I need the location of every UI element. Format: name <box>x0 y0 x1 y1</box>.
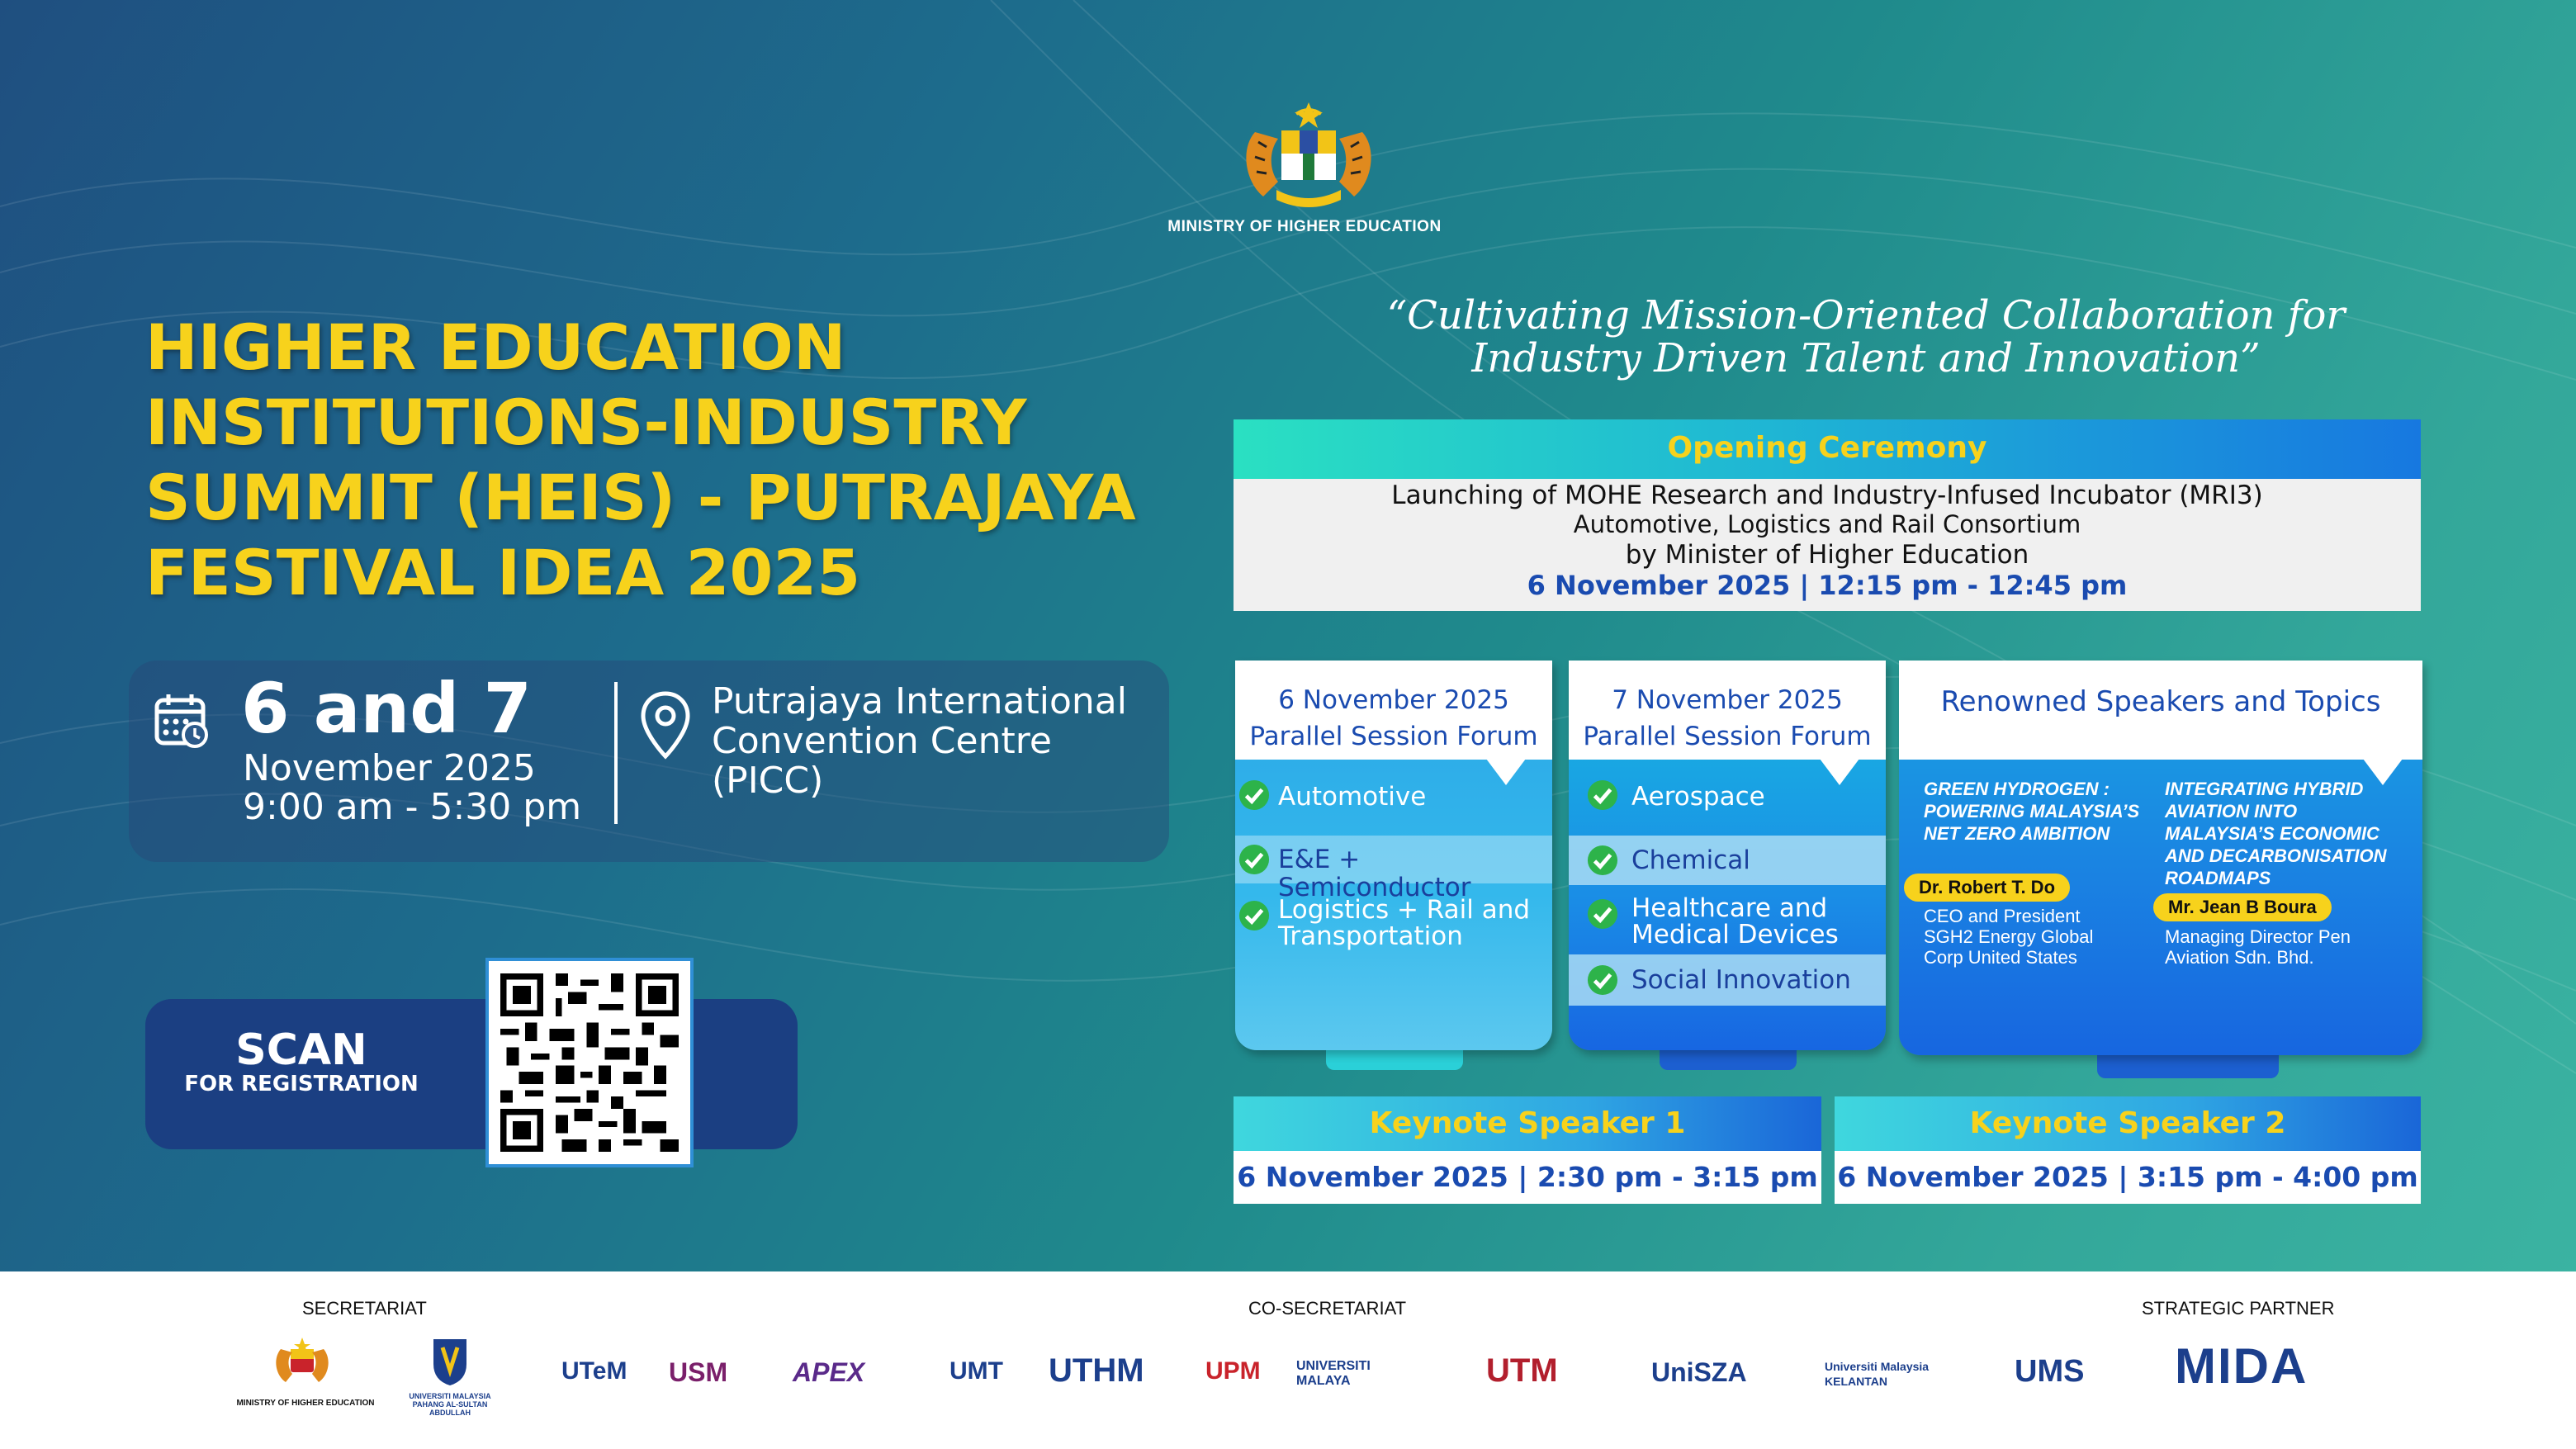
forum-subtitle: Parallel Session Forum <box>1249 722 1538 751</box>
opening-ceremony-line-2: Automotive, Logistics and Rail Consortium <box>1573 510 2081 538</box>
forum-date: 7 November 2025 <box>1612 685 1843 715</box>
umk-logo: Universiti Malaysia KELANTAN <box>1825 1360 1930 1388</box>
forum-item <box>1569 954 1886 1006</box>
utem-logo: UTeM <box>561 1357 627 1385</box>
opening-ceremony-details <box>1234 479 2421 611</box>
forum-subtitle: Parallel Session Forum <box>1583 722 1872 751</box>
usm-logo: USM <box>669 1357 728 1387</box>
speaker-topic: GREEN HYDROGEN : POWERING MALAYSIA’S NET ZERO AMBITION <box>1924 779 2140 844</box>
ums-logo: UMS <box>2015 1354 2085 1389</box>
forum-card-6-nov <box>1235 661 1552 1050</box>
strategic-partner-label: STRATEGIC PARTNER <box>2142 1298 2335 1319</box>
event-month: November 2025 <box>243 747 536 789</box>
unisza-logo: UniSZA <box>1651 1357 1747 1387</box>
speaker-role: Managing Director Pen Aviation Sdn. Bhd. <box>2165 926 2351 968</box>
secretariat-label: SECRETARIAT <box>302 1298 427 1319</box>
utm-logo: UTM <box>1486 1352 1558 1389</box>
forum-item <box>1235 771 1552 821</box>
forum-card-header <box>1235 661 1552 760</box>
speakers-card-header <box>1899 661 2422 760</box>
ministry-label: MINISTRY OF HIGHER EDUCATION <box>1167 218 1442 235</box>
event-days: 6 and 7 <box>241 668 532 749</box>
check-circle-icon <box>1238 844 1270 875</box>
calendar-icon <box>154 692 211 750</box>
check-circle-icon <box>1587 779 1618 811</box>
keynote-1-details <box>1234 1151 1821 1204</box>
umpsa-logo-icon <box>429 1338 471 1387</box>
upm-logo: UPM <box>1205 1357 1261 1385</box>
tagline-line-1: “Cultivating Mission-Oriented Collaboration for <box>1386 292 2346 339</box>
forum-item <box>1569 836 1886 885</box>
forum-item-label: Logistics + Rail and Transportation <box>1278 895 1531 951</box>
forum-item-label: Chemical <box>1631 845 1750 875</box>
opening-ceremony-line-3: by Minister of Higher Education <box>1625 540 2029 570</box>
qr-code-icon <box>500 973 679 1153</box>
keynote-2-header <box>1835 1096 2421 1151</box>
forum-item-label: Automotive <box>1278 782 1427 812</box>
forum-item-label: Aerospace <box>1631 782 1765 812</box>
check-circle-icon <box>1238 900 1270 931</box>
uthm-logo: UTHM <box>1049 1352 1144 1389</box>
forum-item <box>1235 892 1552 958</box>
umt-logo: UMT <box>949 1357 1003 1385</box>
event-tagline <box>1288 294 2444 380</box>
forum-card-header-text <box>1235 682 1552 755</box>
tagline-line-2: Industry Driven Talent and Innovation” <box>1471 335 2261 381</box>
forum-item-label: E&E + Semiconductor <box>1278 845 1471 902</box>
speakers-card-title: Renowned Speakers and Topics <box>1940 685 2381 718</box>
scan-label: SCAN <box>235 1025 367 1075</box>
keynote-2-details <box>1835 1151 2421 1204</box>
speaker-name-badge: Dr. Robert T. Do <box>1904 874 2070 902</box>
speaker-topic: INTEGRATING HYBRID AVIATION INTO MALAYSIA’S ECONOMIC AND DECARBONISATION ROADMAPS <box>2165 779 2387 888</box>
opening-ceremony-date: 6 November 2025 | 12:15 pm - 12:45 pm <box>1527 570 2128 601</box>
co-secretariat-logos <box>561 1351 2114 1400</box>
forum-item <box>1235 836 1552 902</box>
forum-card-header-text <box>1569 682 1886 755</box>
apex-logo: APEX <box>793 1357 865 1387</box>
forum-item-label: Healthcare and Medical Devices <box>1631 893 1839 949</box>
speakers-card <box>1899 661 2422 1055</box>
opening-ceremony-title: Opening Ceremony <box>1667 431 1987 465</box>
co-secretariat-label: CO-SECRETARIAT <box>1248 1298 1407 1319</box>
keynote-date: 6 November 2025 | 2:30 pm - 3:15 pm <box>1237 1161 1818 1193</box>
forum-item <box>1569 771 1886 821</box>
card-tab <box>2097 1054 2279 1078</box>
scan-sublabel: FOR REGISTRATION <box>184 1072 419 1096</box>
umpsa-logo-text: UNIVERSITI MALAYSIA PAHANG AL-SULTAN ABDULLAH <box>409 1392 491 1417</box>
keynote-title: Keynote Speaker 2 <box>1969 1106 2286 1140</box>
speaker-name-badge: Mr. Jean B Boura <box>2153 893 2332 921</box>
opening-ceremony-header <box>1234 419 2421 479</box>
forum-card-header <box>1569 661 1886 760</box>
event-time: 9:00 am - 5:30 pm <box>243 786 582 828</box>
check-circle-icon <box>1587 964 1618 996</box>
malaysia-coat-of-arms-logo <box>1230 99 1387 215</box>
registration-qr-code[interactable] <box>485 958 694 1167</box>
ministry-footer-logo-text: MINISTRY OF HIGHER EDUCATION <box>236 1399 375 1408</box>
forum-item <box>1569 890 1886 956</box>
keynote-title: Keynote Speaker 1 <box>1369 1106 1686 1140</box>
location-pin-icon <box>639 690 692 760</box>
speaker-role: CEO and President SGH2 Energy Global Corp United States <box>1924 906 2094 968</box>
forum-date: 6 November 2025 <box>1278 685 1509 715</box>
event-title: HIGHER EDUCATION INSTITUTIONS-INDUSTRY SUMMIT (HEIS) - PUTRAJAYA FESTIVAL IDEA 2025 <box>145 310 1136 609</box>
check-circle-icon <box>1238 779 1270 811</box>
opening-ceremony-line-1: Launching of MOHE Research and Industry-Infused Incubator (MRI3) <box>1391 481 2263 510</box>
universiti-malaya-logo: UNIVERSITI MALAYA <box>1296 1359 1371 1388</box>
forum-item-label: Social Innovation <box>1631 965 1851 995</box>
ministry-crest-icon <box>269 1338 335 1389</box>
keynote-date: 6 November 2025 | 3:15 pm - 4:00 pm <box>1837 1161 2418 1193</box>
check-circle-icon <box>1587 845 1618 876</box>
event-venue: Putrajaya International Convention Centre (PICC) <box>712 680 1127 802</box>
divider <box>614 682 618 824</box>
keynote-1-header <box>1234 1096 1821 1151</box>
mida-logo: MIDA <box>2175 1338 2308 1394</box>
check-circle-icon <box>1587 898 1618 930</box>
forum-card-7-nov <box>1569 661 1886 1050</box>
